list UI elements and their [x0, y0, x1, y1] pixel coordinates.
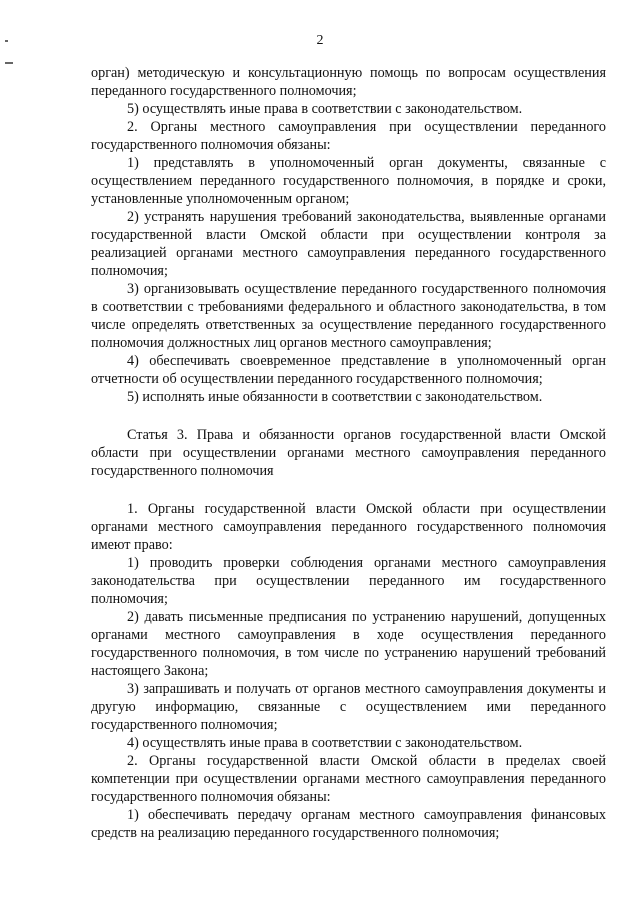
paragraph: 1. Органы государственной власти Омской области при осуществлении органами местного самоуправления переданного государственного полномочия имеют право:	[91, 501, 606, 553]
paragraph: 2) давать письменные предписания по устранению нарушений, допущенных органами местного самоуправления в ходе осуществления переданного государственного полномочия, в том числе по устранению нарушений требований настоящего Закона;	[91, 609, 606, 679]
page-number: 2	[316, 33, 324, 48]
paragraph: 4) обеспечивать своевременное представление в уполномоченный орган отчетности об осуществлении переданного государственного полномочия;	[91, 353, 606, 387]
paragraph: 3) запрашивать и получать от органов местного самоуправления документы и другую информацию, связанные с осуществлением ими переданного государственного полномочия;	[91, 681, 606, 733]
paragraph: орган) методическую и консультационную помощь по вопросам осуществления переданного государственного полномочия;	[91, 65, 606, 99]
scan-mark	[5, 62, 13, 64]
paragraph: 2) устранять нарушения требований законодательства, выявленные органами государственной власти Омской области при осуществлении контроля за реализацией органами местного самоуправления переданного государственного полномочия;	[91, 209, 606, 279]
paragraph: 5) исполнять иные обязанности в соответствии с законодательством.	[127, 389, 543, 405]
blank-line	[91, 406, 606, 426]
paragraph: 2. Органы государственной власти Омской области в пределах своей компетенции при осуществлении органами местного самоуправления переданного государственного полномочия обязаны:	[91, 753, 606, 805]
paragraph: 1) обеспечивать передачу органам местного самоуправления финансовых средств на реализацию переданного государственного полномочия;	[91, 807, 606, 841]
blank-line	[91, 480, 606, 500]
document-body	[91, 64, 606, 842]
paragraph: 1) проводить проверки соблюдения органами местного самоуправления законодательства при осуществлении переданного им государственного полномочия;	[91, 555, 606, 607]
paragraph: 3) организовывать осуществление переданного государственного полномочия в соответствии с требованиями федерального и областного законодательства, в том числе определять ответственных за осуществление переданного государственного полномочия должностных лиц органов местного самоуправления;	[91, 281, 606, 351]
paragraph: 2. Органы местного самоуправления при осуществлении переданного государственного полномочия обязаны:	[91, 119, 606, 153]
article-heading: Статья 3. Права и обязанности органов государственной власти Омской области при осуществлении органами местного самоуправления переданного государственного полномочия	[91, 427, 606, 479]
paragraph: 4) осуществлять иные права в соответствии с законодательством.	[127, 735, 523, 751]
paragraph: 1) представлять в уполномоченный орган документы, связанные с осуществлением переданного государственного полномочия, в порядке и сроки, установленные уполномоченным органом;	[91, 155, 606, 207]
paragraph: 5) осуществлять иные права в соответствии с законодательством.	[127, 101, 523, 117]
